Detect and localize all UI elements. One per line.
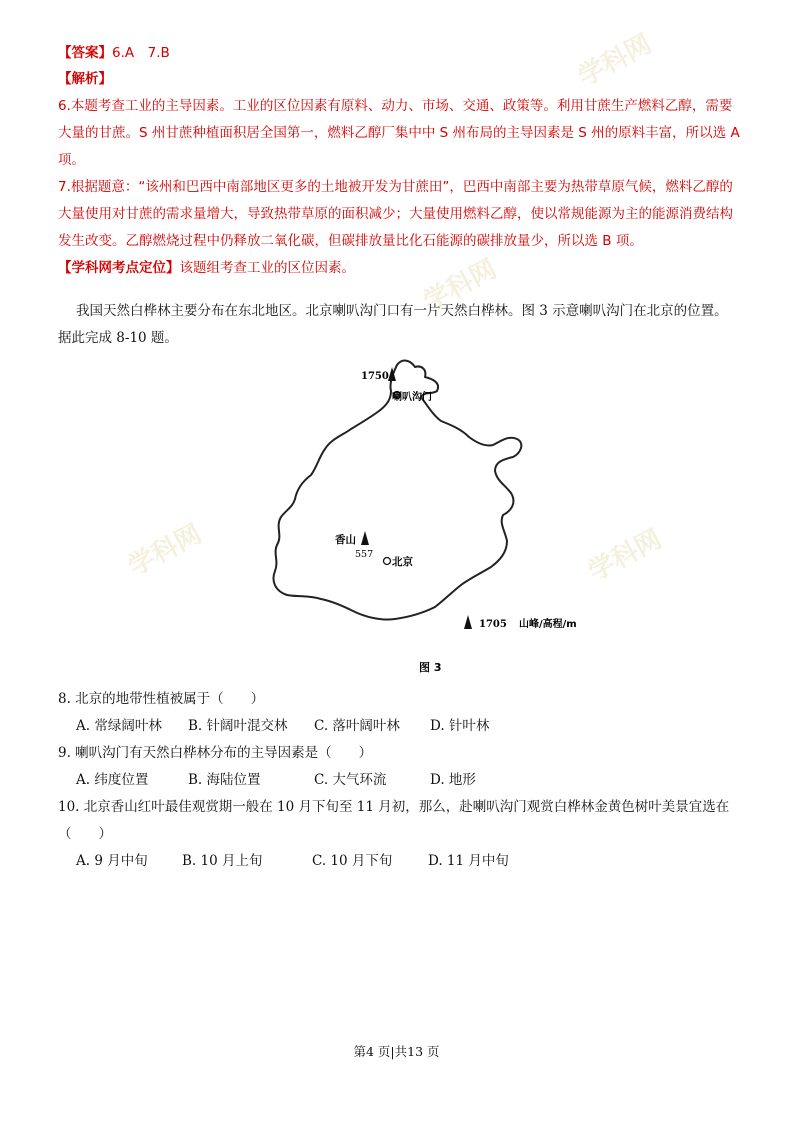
question-10-options [76, 852, 509, 870]
analysis-q6-line: 大量的甘蔗。S 州甘蔗种植面积居全国第一，燃料乙醇厂集中中 S 州布局的主导因素是 S 州的原料丰富，所以选 A [58, 125, 740, 141]
watermark: 学科网 [123, 519, 207, 583]
xiangshan-peak-icon [361, 531, 369, 545]
answer-value: 6.A 7.B [112, 45, 170, 61]
intro-line: 我国天然白桦林主要分布在东北地区。北京喇叭沟门口有一片天然白桦林。图 3 示意喇叭沟门在北京的位置。 [76, 303, 728, 319]
question-9-stem: 9. 喇叭沟门有天然白桦林分布的主导因素是（ ） [58, 745, 373, 761]
option-c[interactable]: C. 落叶阔叶林 [314, 718, 400, 734]
question-10-stem: 10. 北京香山红叶最佳观赏期一般在 10 月下旬至 11 月初，那么，赴喇叭沟门观赏白桦林金黄色树叶美景宜选在 [58, 799, 730, 815]
peak-north-elev: 1750 [361, 371, 389, 382]
analysis-q7-line: 发生改变。乙醇燃烧过程中仍释放二氧化碳，但碳排放量比化石能源的碳排放量少，所以选 B 项。 [58, 233, 643, 249]
watermark: 学科网 [418, 254, 502, 318]
watermark: 学科网 [583, 524, 667, 588]
option-d[interactable]: D. 地形 [430, 772, 476, 788]
answer-label: 【答案】 [58, 45, 112, 61]
kaodian-label: 【学科网考点定位】 [58, 260, 180, 276]
answer-line [58, 44, 170, 62]
legend-peak-icon [464, 615, 472, 629]
xiangshan-label: 香山 [335, 534, 356, 546]
analysis-q7-line: 7.根据题意：“该州和巴西中南部地区更多的土地被开发为甘蔗田”，巴西中南部主要为热带草原气候，燃料乙醇的 [58, 179, 733, 195]
option-c[interactable]: C. 大气环流 [314, 772, 387, 788]
option-b[interactable]: B. 10 月上旬 [182, 853, 263, 869]
kaodian-line [58, 259, 355, 277]
option-a[interactable]: A. 常绿阔叶林 [76, 718, 162, 734]
legend-elev: 1705 [479, 619, 507, 630]
page-footer: 第4 页|共13 页 [353, 1044, 440, 1059]
xiangshan-elev: 557 [355, 549, 374, 560]
labaguomen-label: 喇叭沟门 [392, 392, 432, 403]
question-10-stem-cont: （ ） [58, 826, 112, 842]
option-a[interactable]: A. 纬度位置 [76, 772, 149, 788]
watermark: 学科网 [573, 29, 657, 93]
legend-text: 山峰/高程/m [519, 619, 577, 630]
option-b[interactable]: B. 针阔叶混交林 [188, 718, 288, 734]
analysis-label: 【解析】 [58, 71, 112, 87]
beijing-marker [384, 558, 391, 565]
option-a[interactable]: A. 9 月中旬 [76, 853, 148, 869]
question-9-options [76, 771, 476, 789]
kaodian-text: 该题组考查工业的区位因素。 [179, 260, 355, 276]
question-8-options [76, 717, 489, 735]
analysis-q7-line: 大量使用对甘蔗的需求量增大，导致热带草原的面积减少；大量使用燃料乙醇，使以常规能源为主的能源消费结构 [58, 206, 733, 222]
figure-caption: 图 3 [419, 661, 442, 674]
question-8-stem: 8. 北京的地带性植被属于（ ） [58, 691, 265, 707]
beijing-label: 北京 [392, 556, 413, 568]
intro-line: 据此完成 8-10 题。 [58, 330, 178, 346]
analysis-q6-line: 项。 [58, 152, 85, 168]
option-c[interactable]: C. 10 月下旬 [312, 853, 393, 869]
analysis-q6-line: 6.本题考查工业的主导因素。工业的区位因素有原料、动力、市场、交通、政策等。利用甘蔗生产燃料乙醇，需要 [58, 98, 733, 114]
option-d[interactable]: D. 针叶林 [430, 718, 490, 734]
option-d[interactable]: D. 11 月中旬 [428, 853, 509, 869]
option-b[interactable]: B. 海陆位置 [188, 772, 261, 788]
beijing-map [255, 355, 595, 685]
